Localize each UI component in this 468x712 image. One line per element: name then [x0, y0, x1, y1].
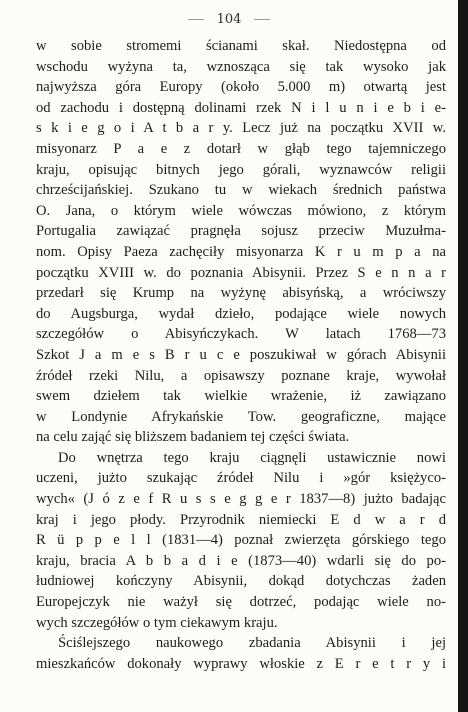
- text-line: kraju, opisując bitnych jego górali, wyznawców religii: [36, 161, 446, 178]
- text-line: Europejczyk nie ważył się dotrzeć, podając wiele no-: [36, 594, 446, 611]
- text-line: łudniowej kończyny Abisynii, dokąd dotychczas żaden: [36, 573, 446, 590]
- text-line: swem dziełem tak wielkie wrażenie, iż zawiązano: [36, 388, 446, 405]
- text-line: w sobie stromemi ścianami skał. Niedostępna od: [36, 38, 446, 54]
- text-line: początku XVIII w. do poznania Abisynii. Przez S e n n a r: [36, 264, 446, 281]
- text-line: najwyższa góra Europy (około 5.000 m) otwartą jest: [36, 79, 446, 96]
- text-line: O. Jana, o którym wiele wówczas mówiono, z którym: [36, 202, 446, 219]
- text-line: Portugalia zawiązać pragnęła sojusz przeciw Muzułma-: [36, 223, 446, 240]
- text-line: kraj i jego płody. Przyrodnik niemiecki E d w a r d: [36, 511, 446, 528]
- page-edge-shadow: [458, 0, 468, 712]
- text-line: mieszkańców dokonały wyprawy włoskie z E r e t r y i: [36, 655, 446, 672]
- body-text: [36, 36, 446, 674]
- text-line: wschodu wyżyna ta, wznosząca się tak wysoko jak: [36, 58, 446, 75]
- text-line: wych szczegółów o tym ciekawym kraju.: [36, 614, 278, 631]
- text-line: do Augsburga, wydał dzieło, podające wiele nowych: [36, 305, 446, 322]
- text-line: Do wnętrza tego kraju ciągnęli ustawicznie nowi: [58, 449, 446, 466]
- text-line: kraju, bracia A b b a d i e (1873—40) wdarli się do po-: [36, 552, 446, 569]
- text-line: źródeł rzeki Nilu, a opisawszy poznane kraje, wywołał: [36, 367, 446, 384]
- text-line: na celu zająć się bliższem badaniem tej części świata.: [36, 429, 350, 446]
- text-line: R ü p p e l l (1831—4) poznał zwierzęta górskiego tego: [36, 532, 446, 549]
- text-line: w Londynie Afrykańskie Tow. geograficzne, mające: [36, 408, 446, 425]
- text-line: przedarł się Krump na wyżynę abisyńską, a wróciwszy: [36, 285, 446, 302]
- text-line: Szkot J a m e s B r u c e poszukiwał w górach Abisynii: [36, 346, 446, 363]
- text-line: nom. Opisy Paeza zachęciły misyonarza K r u m p a na: [36, 243, 446, 260]
- text-line: od zachodu i dostępną dolinami rzek N i l u n i e b i e-: [36, 99, 446, 116]
- text-line: wych« (J ó z e f R u s s e g g e r 1837—8) jużto badając: [36, 491, 446, 508]
- header-dash-right: [254, 19, 270, 20]
- header-dash-left: [188, 19, 204, 20]
- text-line: s k i e g o i A t b a r y. Lecz już na początku XVII w.: [36, 120, 446, 137]
- text-line: szczegółów o Abisyńczykach. W latach 1768—73: [36, 326, 446, 343]
- page-number: 104: [216, 12, 242, 27]
- text-line: misyonarz P a e z dotarł w głąb tego tajemniczego: [36, 140, 446, 157]
- text-line: Ściślejszego naukowego zbadania Abisynii i jej: [58, 635, 446, 652]
- text-line: chrześcijańskiej. Szukano tu w wiekach średnich państwa: [36, 182, 446, 199]
- page-header: [0, 12, 458, 27]
- text-line: uczeni, jużto szukając źródeł Nilu i »gór księżyco-: [36, 470, 446, 487]
